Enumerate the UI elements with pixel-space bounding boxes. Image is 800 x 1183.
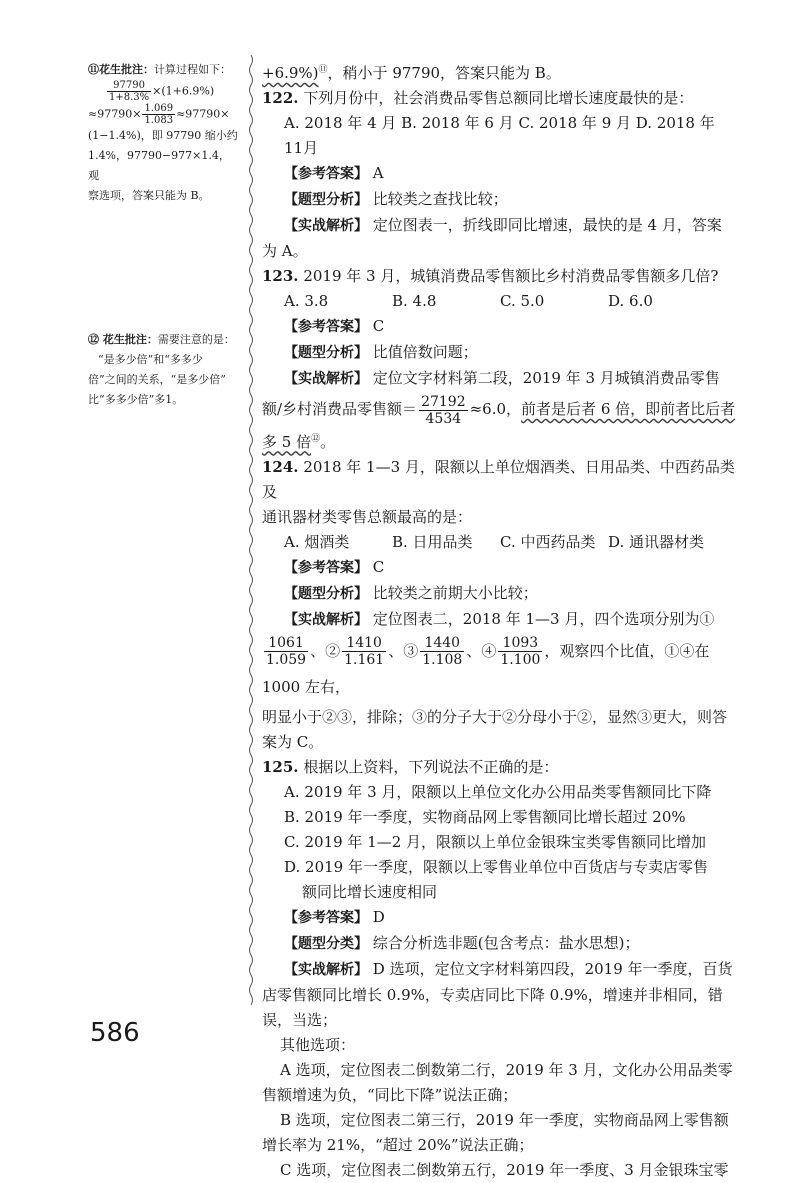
analysis-text: B 选项，定位图表二第三行，2019 年一季度，实物商品网上零售额	[280, 1110, 729, 1129]
question-stem: 通讯器材类零售总额最高的是：	[262, 507, 473, 526]
fraction: $\frac{1.069}{1.083}$	[144, 103, 174, 126]
analysis-tag: 【实战解析】	[284, 371, 368, 387]
annotation-text: 倍”之间的关系，“是多少倍”	[88, 373, 226, 386]
option-b: B. 日用品类	[392, 532, 473, 551]
analysis-text: 误，当选；	[262, 1010, 338, 1029]
analysis-text: 为 A。	[262, 242, 308, 260]
analysis-tag: 【实战解析】	[284, 218, 368, 234]
analysis-tag: 【实战解析】	[284, 961, 368, 978]
annotation-marker: ⑪花生批注：	[88, 63, 154, 76]
annotation-formula: ≈97790× $\frac{1.069}{1.083}$ ≈97790×	[88, 103, 230, 126]
type-text: 比较类之前期大小比较；	[372, 583, 538, 602]
fraction: $\frac{97790}{1+8.3\%}$	[109, 80, 150, 103]
continuation-line: +6.9%)⑪，稍小于 97790，答案只能为 B。	[262, 64, 561, 82]
question-125	[262, 755, 742, 1183]
analysis-tag: 【实战解析】	[284, 611, 368, 628]
analysis-text: 增长率为 21%，“超过 20%”说法正确；	[262, 1135, 534, 1154]
answer: D	[372, 907, 385, 926]
analysis-text: 明显小于②③，排除；③的分子大于②分母小于②，显然③更大，则答	[262, 707, 728, 726]
annotation-marker: ⑫ 花生批注：	[88, 333, 158, 346]
analysis-text: 定位文字材料第二段，2019 年 3 月城镇消费品零售	[372, 369, 720, 387]
fraction: $\frac{27192}{4534}$	[421, 393, 466, 427]
question-stem: 下列月份中，社会消费品零售总额同比增长速度最快的是：	[303, 89, 694, 107]
question-options	[262, 530, 742, 555]
annotation-formula: $\frac{97790}{1+8.3\%}$ ×(1+6.9%)	[109, 80, 215, 103]
fraction: $\frac{1093}{1.100}$	[500, 635, 541, 668]
fraction: $\frac{1440}{1.108}$	[422, 635, 463, 668]
question-options	[262, 289, 742, 314]
question-stem: 根据以上资料，下列说法不正确的是：	[303, 757, 559, 776]
type-text: 比较类之查找比较；	[372, 190, 508, 208]
question-number: 125.	[262, 757, 299, 776]
annotation-text: 察选项，答案只能为 B。	[88, 189, 210, 202]
answer: A	[372, 164, 384, 182]
option-a: A. 烟酒类	[284, 532, 350, 551]
analysis-text: 案为 C。	[262, 732, 324, 751]
answer: C	[372, 317, 385, 335]
annotation-12	[88, 330, 238, 410]
analysis-text: 额/乡村消费品零售额＝ $\frac{27192}{4534}$ ≈6.0，前者是后者 6 倍，即前者比后者	[262, 393, 736, 427]
type-text: 综合分析选非题(包含考点：盐水思想)；	[372, 933, 640, 952]
question-number: 122.	[262, 89, 299, 107]
question-number: 124.	[262, 457, 299, 476]
option-d: D. 6.0	[608, 292, 653, 310]
option-b: B. 4.8	[392, 292, 437, 310]
analysis-text: 定位图表一，折线即同比增速，最快的是 4 月，答案	[372, 216, 722, 234]
annotation-text: 1.4%，97790−977×1.4，观	[88, 149, 230, 182]
option-a: A. 2019 年 3 月，限额以上单位文化办公用品类零售额同比下降	[284, 782, 712, 801]
option-a: A. 3.8	[284, 292, 329, 310]
question-124	[262, 455, 742, 755]
analysis-text: C 选项，定位图表二倒数第五行，2019 年一季度、3 月金银珠宝零	[280, 1160, 729, 1179]
option-c: C. 5.0	[500, 292, 545, 310]
question-number: 123.	[262, 267, 299, 285]
option-d: D. 通讯器材类	[608, 532, 705, 551]
question-stem: 2019 年 3 月，城镇消费品零售额比乡村消费品零售额多几倍?	[303, 267, 719, 285]
main-content	[262, 58, 742, 1183]
type-text: 比值倍数问题；	[372, 343, 478, 361]
annotation-text: 比“多多少倍”多1。	[88, 393, 184, 406]
type-tag: 【题型分析】	[284, 585, 368, 602]
annotation-text: (1−1.4%)，即 97790 缩小约	[88, 129, 238, 142]
annotation-11	[88, 60, 238, 206]
annotation-text: 需要注意的是：	[157, 333, 235, 346]
option-d: 额同比增长速度相同	[302, 882, 438, 901]
analysis-text: 售额增速为负，“同比下降”说法正确；	[262, 1085, 518, 1104]
page-number: 586	[90, 1018, 140, 1048]
analysis-text: 其他选项：	[280, 1035, 356, 1054]
question-options: A. 2018 年 4 月 B. 2018 年 6 月 C. 2018 年 9 月 D. 2018 年	[284, 114, 715, 132]
fraction: $\frac{1061}{1.059}$	[266, 635, 307, 668]
analysis-text: 店零售额同比增长 0.9%，专卖店同比下降 0.9%，增速并非相同，错	[262, 985, 723, 1004]
answer-tag: 【参考答案】	[284, 319, 368, 335]
question-stem: 2018 年 1—3 月，限额以上单位烟酒类、日用品类、中西药品类及	[262, 457, 735, 501]
annotation-text: “是多少倍”和“多多少	[98, 353, 203, 366]
answer: C	[372, 557, 385, 576]
option-c: C. 2019 年 1—2 月，限额以上单位金银珠宝类零售额同比增加	[284, 832, 707, 851]
answer-tag: 【参考答案】	[284, 559, 368, 576]
type-tag: 【题型分析】	[284, 192, 368, 208]
analysis-text: $\frac{1061}{1.059}$ 、② $\frac{1410}{1.161}$ 、③ $\frac{1440}{1.108}$ 、④ $\frac{1093}{1.100}$ ，观察四个比值，①④在 1000 左右，	[262, 635, 710, 696]
fraction: $\frac{1410}{1.161}$	[344, 635, 385, 668]
annotation-text: 计算过程如下：	[154, 63, 231, 76]
type-tag: 【题型分类】	[284, 935, 368, 952]
wavy-divider	[246, 55, 256, 1005]
analysis-text: D 选项，定位文字材料第四段，2019 年一季度，百货	[372, 959, 733, 978]
option-d: D. 2019 年一季度，限额以上零售业单位中百货店与专卖店零售	[284, 857, 708, 876]
answer-tag: 【参考答案】	[284, 166, 368, 182]
type-tag: 【题型分析】	[284, 345, 368, 361]
question-122	[262, 86, 742, 264]
option-b: B. 2019 年一季度，实物商品网上零售额同比增长超过 20%	[284, 807, 686, 826]
analysis-text: 定位图表二，2018 年 1—3 月，四个选项分别为①	[372, 609, 715, 628]
question-options: 11月	[284, 139, 319, 157]
option-c: C. 中西药品类	[500, 532, 596, 551]
margin-notes	[88, 60, 238, 406]
analysis-text: A 选项，定位图表二倒数第二行，2019 年 3 月，文化办公用品类零	[280, 1060, 733, 1079]
answer-tag: 【参考答案】	[284, 909, 368, 926]
question-123: 123. 2019 年 3 月，城镇消费品零售额比乡村消费品零售额多几倍? A. 3.8 B. 4.8 C. 5.0 D. 6.0 【参考答案】 C 【题型分析】 比值倍数问题； 【实战解析】 定位文字材料第二段，2019 年 3 月城镇消费品零售 额/乡村消费品零售额＝ $\frac{27192}{4534}$ ≈6.0，前者是后者 6 倍，即前者比后者 多 5 倍⑫。	[262, 264, 742, 455]
